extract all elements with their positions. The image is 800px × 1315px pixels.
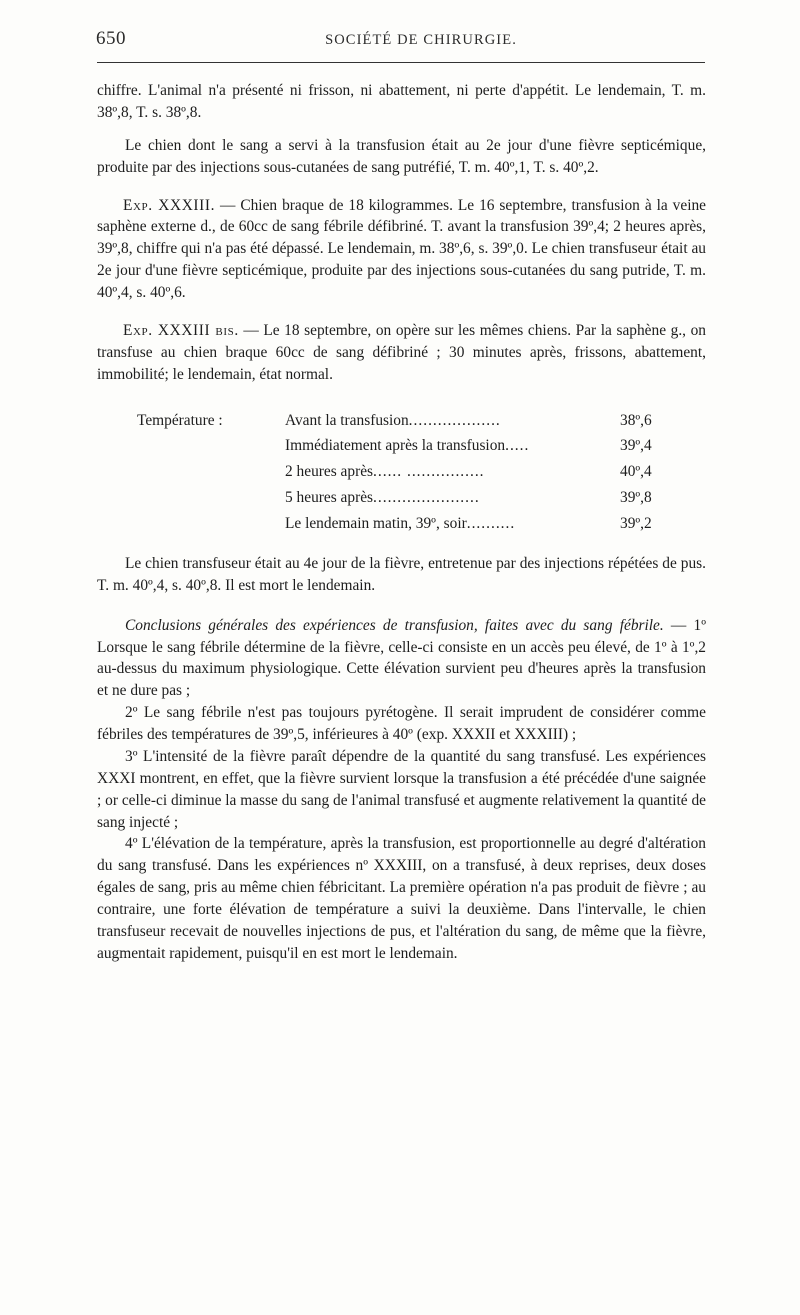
table-row xyxy=(97,485,706,511)
table-row xyxy=(97,511,706,537)
table-cell-value: 40º,4 xyxy=(620,463,652,481)
table-row-header: Température : xyxy=(137,411,223,429)
table-cell-label xyxy=(285,485,602,511)
conclusion-3: 3º L'intensité de la fièvre paraît dépendre de la quantité du sang transfusé. Les expériences XXXI montrent, en effet, que la fièvre survient lorsque la transfusion a été précédée d'une saignée ; or celle-ci diminue la masse du sang de l'animal transfusé et augmente relativement la quantité de sang injecté ; xyxy=(97,747,706,831)
table-cell-label xyxy=(285,459,602,485)
experiment-33 xyxy=(97,195,706,304)
table-row-header-empty xyxy=(97,485,285,511)
table-row xyxy=(97,433,706,459)
page-header xyxy=(96,28,706,50)
table-row xyxy=(97,408,706,434)
table-cell-label-text: Avant la transfusion xyxy=(285,411,409,429)
paragraph-3: Le chien transfuseur était au 4e jour de la fièvre, entretenue par des injections répétées de pus. T. m. 40º,4, s. 40º,8. Il est mort le lendemain. xyxy=(97,554,706,594)
paragraph-2: Le chien dont le sang a servi à la transfusion était au 2e jour d'une fièvre septicémique, produite par des injections sous-cutanées de sang putréfié, T. m. 40º,1, T. s. 40º,2. xyxy=(97,136,706,176)
experiment-33-bis-label: Exp. XXXIII bis. xyxy=(123,321,239,339)
experiment-33-label: Exp. XXXIII. xyxy=(123,196,216,214)
table-cell-value: 39º,2 xyxy=(620,515,652,532)
experiment-33-bis-text: — Le 18 septembre, on opère sur les mêmes chiens. Par la saphène g., on transfuse au chien braque 60cc de sang défibriné ; 30 minutes après, frissons, abattement, immobilité; le lendemain, état normal. xyxy=(97,321,706,383)
paragraph-1: chiffre. L'animal n'a présenté ni frisson, ni abattement, ni perte d'appétit. Le lendemain, T. m. 38º,8, T. s. 38º,8. xyxy=(97,82,706,121)
table-cell-label xyxy=(285,433,602,459)
header-rule xyxy=(97,62,705,63)
page-body xyxy=(97,80,706,965)
table-row-header-empty xyxy=(97,459,285,485)
table-row xyxy=(97,459,706,485)
table-cell-label-text: Le lendemain matin, 39º, soir xyxy=(285,515,467,532)
table-cell-label xyxy=(285,408,602,434)
experiment-33-text: — Chien braque de 18 kilogrammes. Le 16 septembre, transfusion à la veine saphène externe d., de 60cc de sang fébrile défibriné. T. avant la transfusion 39º,4; 2 heures après, 39º,8, chiffre qui n'a pas été dépassé. Le lendemain, m. 38º,6, s. 39º,0. Le chien transfuseur était au 2e jour d'une fièvre septicémique, produite par des injections sous-cutanées du sang putride, T. m. 40º,4, s. 40º,6. xyxy=(97,196,707,301)
conclusion-2: 2º Le sang fébrile n'est pas toujours pyrétogène. Il serait imprudent de considérer comme fébriles des températures de 39º,5, inférieures à 40º (exp. XXXII et XXXIII) ; xyxy=(97,704,706,743)
table-cell-label-text: Immédiatement après la transfusion xyxy=(285,437,506,455)
table-cell-leader: ................... xyxy=(408,411,501,429)
temperature-table xyxy=(97,408,706,537)
table-cell-leader: ..... xyxy=(505,437,530,455)
table-cell-leader: ...................... xyxy=(373,489,480,507)
table-cell-leader: .......... xyxy=(466,515,516,532)
table-cell-label-text: 2 heures après xyxy=(285,463,374,481)
running-title: SOCIÉTÉ DE CHIRURGIE. xyxy=(325,32,517,48)
experiment-33-bis xyxy=(97,320,706,386)
table-cell-value: 39º,8 xyxy=(620,489,652,507)
table-row-header-empty xyxy=(97,433,285,459)
conclusions-title: Conclusions générales des expériences de transfusion, faites avec du sang fébrile. xyxy=(125,616,664,634)
page-number: 650 xyxy=(96,28,126,49)
conclusion-1-text: — 1º Lorsque le sang fébrile détermine de la fièvre, celle-ci consiste en un accès peu élevé, de 1º à 1º,2 au-dessus du maximum physiologique. Cette élévation survient peu d'heures après la transfusion et ne dure pas ; xyxy=(97,616,706,700)
table-cell-value: 38º,6 xyxy=(620,411,652,429)
table-cell-label xyxy=(285,511,602,537)
table-row-header-empty xyxy=(97,511,285,537)
conclusions-intro xyxy=(97,615,706,703)
table-cell-leader: ...... ................ xyxy=(373,463,485,481)
conclusion-4: 4º L'élévation de la température, après la transfusion, est proportionnelle au degré d'altération du sang transfusé. Dans les expériences nº XXXIII, on a transfusé, à deux reprises, deux doses égales de sang, pris au même chien fébricitant. La première opération n'a pas produit de fièvre ; au contraire, une forte élévation de température a suivi la deuxième. Dans l'intervalle, le chien transfuseur recevait de nouvelles injections de pus, et l'altération du sang, de même que la fièvre, augmentait rapidement, puisqu'il en est mort le lendemain. xyxy=(97,835,706,962)
table-cell-value: 39º,4 xyxy=(620,437,652,455)
table-cell-label-text: 5 heures après xyxy=(285,489,374,507)
